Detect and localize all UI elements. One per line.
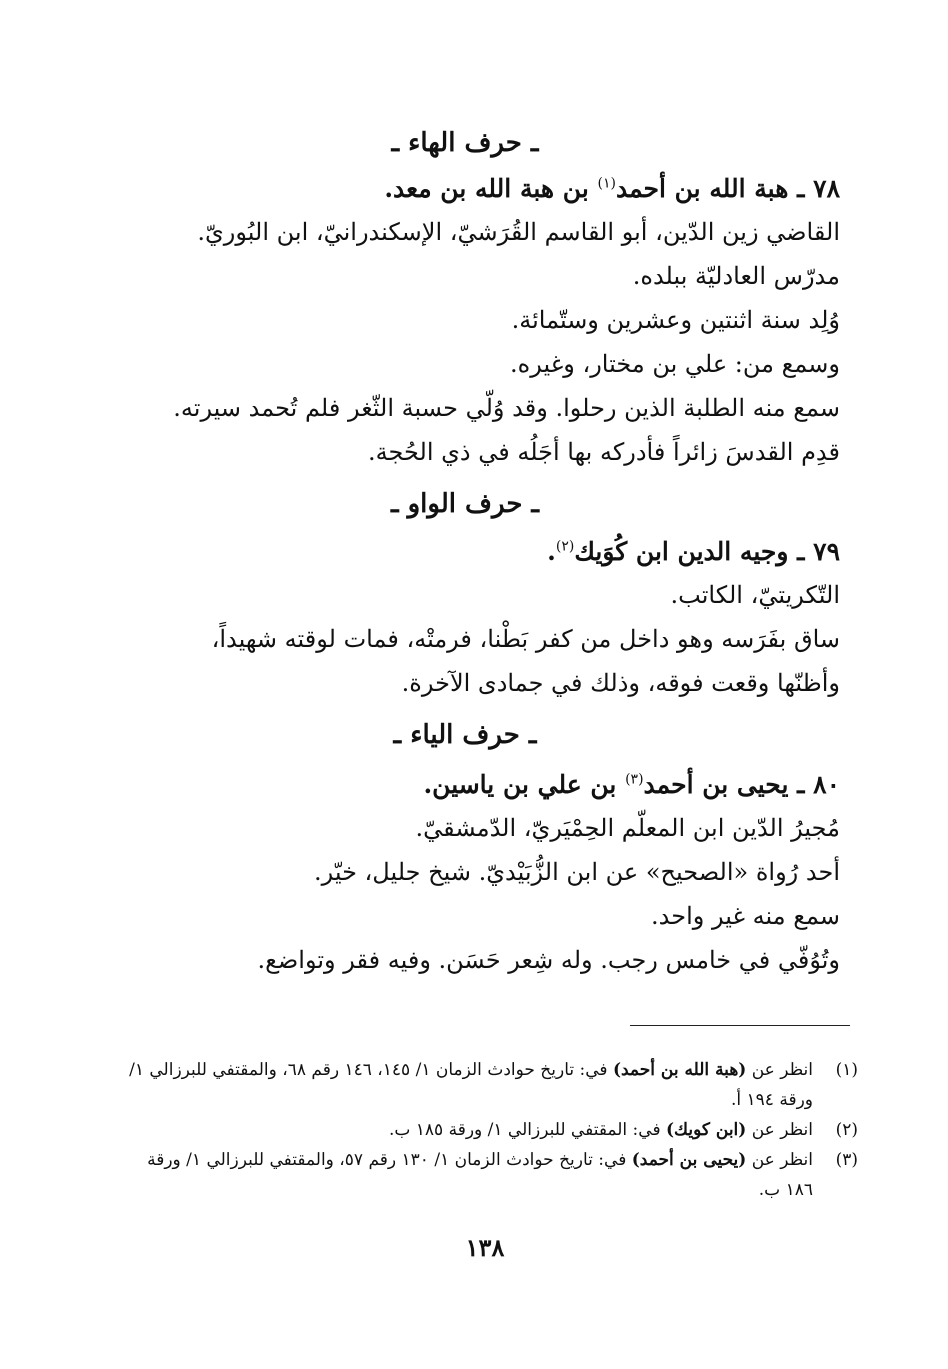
entry-78-line-3: وُلِد سنة اثنتين وعشرين وستّمائة. <box>511 306 840 334</box>
footnote-bold: (ابن كويك) <box>665 1120 747 1140</box>
footnote-bold: (هبة الله بن أحمد) <box>612 1060 747 1080</box>
footnote-3 <box>118 1145 858 1205</box>
entry-79-line-1: التّكريتيّ، الكاتب. <box>670 581 840 609</box>
footnote-pre: انظر عن <box>746 1060 813 1080</box>
footnote-text <box>118 1115 813 1145</box>
entry-79-line-2: ساق بفَرَسه وهو داخل من كفر بَطْنا، فرمتْه، فمات لوقته شهيداً، <box>211 625 840 653</box>
footnote-post: في: المقتفي للبرزالي ١/ ورقة ١٨٥ ب. <box>388 1120 666 1140</box>
section-heading-ha: ـ حرف الهاء ـ <box>391 128 539 158</box>
footnote-pre: انظر عن <box>746 1120 813 1140</box>
entry-80-line-3: سمع منه غير واحد. <box>651 902 840 930</box>
entry-79-rest: . <box>547 537 556 566</box>
section-heading-waw: ـ حرف الواو ـ <box>390 489 540 519</box>
entry-title-79 <box>120 534 850 570</box>
entry-80-line-2: أحد رُواة «الصحيح» عن ابن الزُّبَيْديّ. شيخ جليل، خيّر. <box>313 858 840 886</box>
entry-79-name: ٧٩ ـ وجيه الدين ابن كُوَيك <box>574 537 840 566</box>
entry-78-line-6: قدِم القدسَ زائراً فأدركه بها أجَلُه في ذي الحُجة. <box>368 438 840 466</box>
footnote-pre: انظر عن <box>746 1150 813 1170</box>
footnotes <box>118 1055 858 1205</box>
page-number: ١٣٨ <box>465 1233 505 1262</box>
footnote-ref-1[interactable]: (١) <box>597 175 616 192</box>
entry-80-name: ٨٠ ـ يحيى بن أحمد <box>643 770 840 799</box>
entry-title-80 <box>120 767 850 803</box>
entry-79-line-3: وأظنّها وقعت فوقه، وذلك في جمادى الآخرة. <box>401 669 840 697</box>
footnote-text <box>118 1055 813 1115</box>
footnote-post: في: تاريخ حوادث الزمان ١/ ١٣٠ رقم ٥٧، والمقتفي للبرزالي ١/ ورقة ١٨٦ ب. <box>147 1150 813 1200</box>
entry-80-line-1: مُجيرُ الدّين ابن المعلّم الحِمْيَريّ، الدّمشقيّ. <box>415 814 840 842</box>
footnote-post: في: تاريخ حوادث الزمان ١/ ١٤٥، ١٤٦ رقم ٦٨، والمقتفي للبرزالي ١/ورقة ١٩٤ أ. <box>129 1060 813 1110</box>
entry-80-line-4: وتُوُفّي في خامس رجب. وله شِعر حَسَن. وفيه فقر وتواضع. <box>257 946 840 974</box>
footnote-number: (٣) <box>835 1150 858 1170</box>
entry-78-line-2: مدرّس العادليّة ببلده. <box>632 262 840 290</box>
entry-78-line-5: سمع منه الطلبة الذين رحلوا. وقد وُلّي حسبة الثّغر فلم تُحمد سيرته. <box>173 394 840 422</box>
footnote-1 <box>118 1055 858 1115</box>
footnote-2 <box>118 1115 858 1145</box>
footnote-number: (٢) <box>835 1120 858 1140</box>
book-page <box>120 120 858 1300</box>
section-heading-ya: ـ حرف الياء ـ <box>393 720 537 750</box>
entry-78-line-1: القاضي زين الدّين، أبو القاسم القُرَشيّ، الإسكندرانيّ، ابن البُوريّ. <box>197 218 840 246</box>
entry-80-rest: بن علي بن ياسين. <box>423 770 626 799</box>
entry-78-rest: بن هبة الله بن معد. <box>384 174 598 203</box>
footnote-ref-3[interactable]: (٣) <box>625 771 644 788</box>
entry-title-78 <box>120 171 850 207</box>
footnote-number: (١) <box>835 1060 858 1080</box>
footnote-ref-2[interactable]: (٢) <box>555 538 575 555</box>
entry-78-name: ٧٨ ـ هبة الله بن أحمد <box>615 174 840 203</box>
footnote-separator <box>630 1025 850 1026</box>
footnote-bold: (يحيى بن أحمد) <box>631 1150 747 1170</box>
footnote-text <box>118 1145 813 1205</box>
entry-78-line-4: وسمع من: علي بن مختار، وغيره. <box>510 350 840 378</box>
